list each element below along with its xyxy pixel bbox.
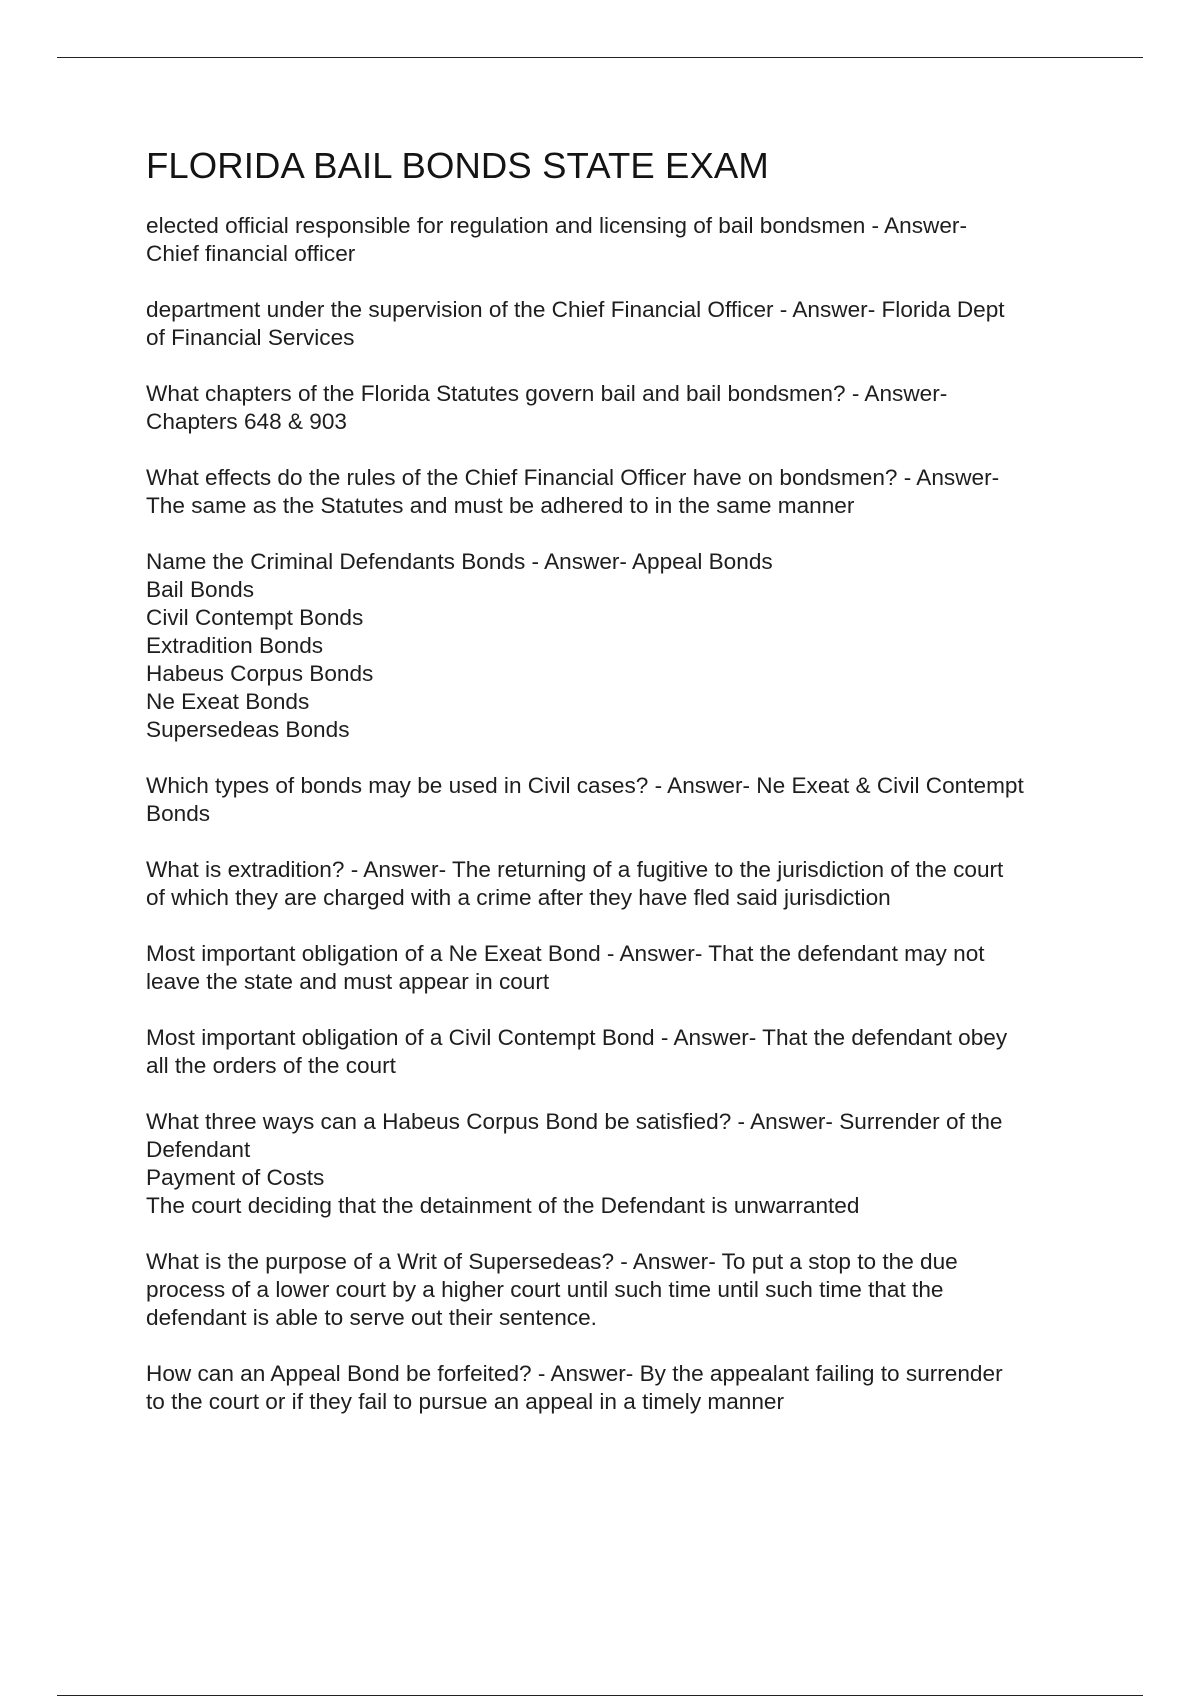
- qa-line: to the court or if they fail to pursue an appeal in a timely manner: [146, 1389, 784, 1414]
- qa-line: Civil Contempt Bonds: [146, 605, 364, 630]
- qa-entry: [146, 296, 1096, 352]
- qa-line: Bail Bonds: [146, 577, 255, 602]
- qa-entry: [146, 1108, 1096, 1220]
- qa-entry: [146, 772, 1096, 828]
- qa-line: process of a lower court by a higher court until such time until such time that the: [146, 1277, 944, 1302]
- qa-entry: [146, 1024, 1096, 1080]
- qa-entry: [146, 380, 1096, 436]
- qa-entry: [146, 1248, 1096, 1332]
- qa-entry: [146, 856, 1096, 912]
- qa-line: Chief financial officer: [146, 241, 356, 266]
- qa-line: Which types of bonds may be used in Civil cases? - Answer- Ne Exeat & Civil Contempt: [146, 773, 1024, 798]
- qa-line: Habeus Corpus Bonds: [146, 661, 374, 686]
- qa-line: of which they are charged with a crime after they have fled said jurisdiction: [146, 885, 891, 910]
- bottom-rule: [57, 1695, 1143, 1696]
- qa-line: Most important obligation of a Ne Exeat Bond - Answer- That the defendant may not: [146, 941, 985, 966]
- document-body: [146, 142, 1096, 1444]
- qa-line: Bonds: [146, 801, 211, 826]
- qa-entry: [146, 548, 1096, 744]
- qa-entry: [146, 464, 1096, 520]
- qa-line: How can an Appeal Bond be forfeited? - Answer- By the appealant failing to surrender: [146, 1361, 1003, 1386]
- qa-line: Name the Criminal Defendants Bonds - Answer- Appeal Bonds: [146, 549, 773, 574]
- qa-line: elected official responsible for regulation and licensing of bail bondsmen - Answer-: [146, 213, 967, 238]
- qa-line: Most important obligation of a Civil Contempt Bond - Answer- That the defendant obey: [146, 1025, 1008, 1050]
- qa-line: Chapters 648 & 903: [146, 409, 347, 434]
- qa-line: of Financial Services: [146, 325, 355, 350]
- qa-line: leave the state and must appear in court: [146, 969, 550, 994]
- qa-line: The court deciding that the detainment of the Defendant is unwarranted: [146, 1193, 860, 1218]
- qa-line: What is extradition? - Answer- The returning of a fugitive to the jurisdiction of the court: [146, 857, 1004, 882]
- top-rule: [57, 57, 1143, 58]
- qa-line: What chapters of the Florida Statutes govern bail and bail bondsmen? - Answer-: [146, 381, 948, 406]
- qa-line: all the orders of the court: [146, 1053, 396, 1078]
- document-title: FLORIDA BAIL BONDS STATE EXAM: [146, 145, 769, 186]
- qa-line: Supersedeas Bonds: [146, 717, 350, 742]
- qa-line: What is the purpose of a Writ of Supersedeas? - Answer- To put a stop to the due: [146, 1249, 958, 1274]
- qa-line: defendant is able to serve out their sentence.: [146, 1305, 597, 1330]
- qa-line: department under the supervision of the Chief Financial Officer - Answer- Florida Dept: [146, 297, 1005, 322]
- qa-line: Extradition Bonds: [146, 633, 324, 658]
- qa-entry: [146, 940, 1096, 996]
- qa-line: Payment of Costs: [146, 1165, 325, 1190]
- qa-line: Ne Exeat Bonds: [146, 689, 310, 714]
- qa-entry: [146, 212, 1096, 268]
- qa-line: What three ways can a Habeus Corpus Bond be satisfied? - Answer- Surrender of the: [146, 1109, 1003, 1134]
- qa-line: The same as the Statutes and must be adhered to in the same manner: [146, 493, 855, 518]
- qa-line: What effects do the rules of the Chief Financial Officer have on bondsmen? - Answer-: [146, 465, 1000, 490]
- qa-entry: [146, 1360, 1096, 1416]
- qa-line: Defendant: [146, 1137, 251, 1162]
